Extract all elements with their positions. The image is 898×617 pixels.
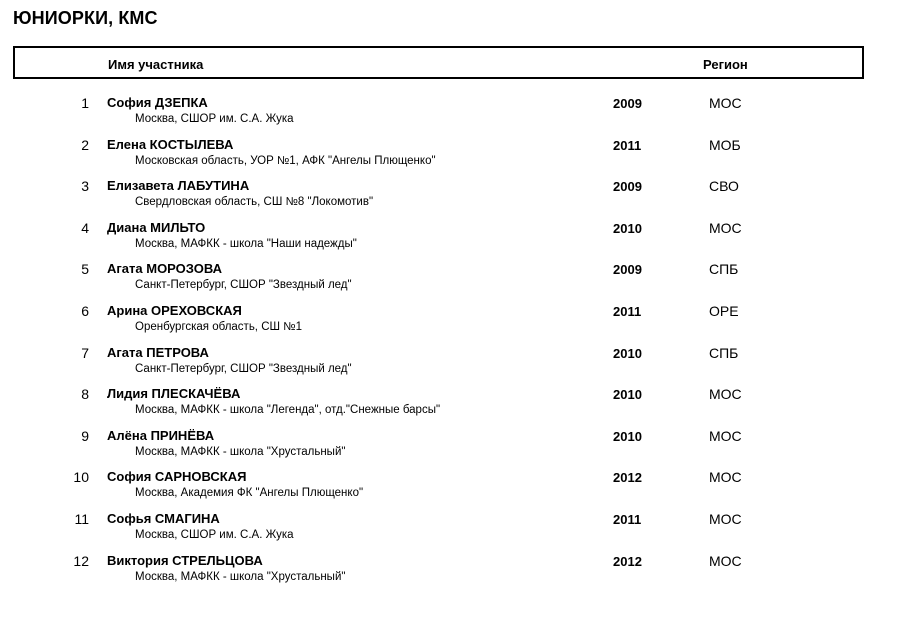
- participant-name: Софья СМАГИНА: [107, 510, 220, 526]
- region-code: СВО: [709, 178, 739, 195]
- rank: 4: [81, 219, 89, 236]
- table-row: [0, 94, 898, 136]
- table-row: [0, 385, 898, 427]
- participant-name: Агата МОРОЗОВА: [107, 261, 223, 277]
- participant-club: Москва, МАФКК - школа "Хрустальный": [135, 445, 346, 458]
- rank: 6: [81, 302, 89, 319]
- participant-club: Москва, СШОР им. С.А. Жука: [135, 113, 294, 125]
- birth-year: 2011: [613, 303, 642, 319]
- birth-year: 2010: [613, 220, 642, 236]
- region-code: МОС: [709, 95, 742, 111]
- header-participant-name: Имя участника: [108, 57, 204, 72]
- region-code: МОС: [709, 510, 742, 527]
- participant-club: Москва, Академия ФК "Ангелы Плющенко": [135, 487, 364, 500]
- birth-year: 2011: [613, 511, 642, 527]
- region-code: МОБ: [709, 136, 741, 153]
- table-row: [0, 302, 898, 344]
- participant-name: София ДЗЕПКА: [107, 95, 208, 110]
- participant-club: Москва, СШОР им. С.А. Жука: [135, 528, 294, 541]
- participant-club: Санкт-Петербург, СШОР "Звездный лед": [135, 362, 352, 375]
- table-row: [0, 177, 898, 219]
- participant-club: Москва, МАФКК - школа "Хрустальный": [135, 570, 346, 583]
- region-code: МОС: [709, 386, 742, 403]
- table-row: [0, 344, 898, 386]
- region-code: МОС: [709, 219, 742, 236]
- region-code: МОС: [709, 552, 742, 569]
- birth-year: 2010: [613, 387, 642, 403]
- birth-year: 2009: [613, 96, 642, 111]
- participant-name: Диана МИЛЬТО: [107, 219, 206, 235]
- table-row: [0, 510, 898, 552]
- header-region: Регион: [703, 57, 748, 72]
- birth-year: 2009: [613, 179, 642, 195]
- birth-year: 2011: [613, 137, 642, 153]
- participant-club: Свердловская область, СШ №8 "Локомотив": [135, 196, 374, 209]
- participant-club: Московская область, УОР №1, АФК "Ангелы Плющенко": [135, 154, 436, 167]
- rank: 10: [73, 469, 89, 486]
- rank: 11: [74, 510, 89, 527]
- rank: 2: [81, 136, 89, 153]
- rank: 3: [81, 178, 89, 195]
- birth-year: 2010: [613, 428, 642, 444]
- region-code: СПБ: [709, 261, 739, 278]
- participant-club: Санкт-Петербург, СШОР "Звездный лед": [135, 279, 352, 292]
- participant-name: Лидия ПЛЕСКАЧЁВА: [107, 386, 241, 402]
- table-row: [0, 219, 898, 261]
- birth-year: 2010: [613, 345, 642, 361]
- participant-club: Москва, МАФКК - школа "Легенда", отд."Снежные барсы": [135, 404, 441, 417]
- table-header: [13, 46, 864, 79]
- region-code: СПБ: [709, 344, 739, 361]
- page-title: ЮНИОРКИ, КМС: [13, 8, 158, 28]
- table-row: [0, 136, 898, 178]
- rank: 1: [81, 95, 89, 111]
- rank: 7: [81, 344, 89, 361]
- participant-name: Арина ОРЕХОВСКАЯ: [107, 302, 242, 318]
- participant-name: Агата ПЕТРОВА: [107, 344, 209, 360]
- table-row: [0, 552, 898, 594]
- participant-name: Елизавета ЛАБУТИНА: [107, 178, 250, 194]
- rank: 8: [81, 386, 89, 403]
- region-code: ОРЕ: [709, 302, 739, 319]
- region-code: МОС: [709, 427, 742, 444]
- rank: 5: [81, 261, 89, 278]
- table-row: [0, 260, 898, 302]
- participant-name: Алёна ПРИНЁВА: [107, 427, 215, 443]
- rank: 9: [81, 427, 89, 444]
- participant-name: София САРНОВСКАЯ: [107, 469, 247, 485]
- table-row: [0, 468, 898, 510]
- participants-list: [0, 94, 898, 593]
- rank: 12: [73, 552, 89, 569]
- participant-club: Москва, МАФКК - школа "Наши надежды": [135, 237, 357, 250]
- birth-year: 2012: [613, 470, 642, 486]
- birth-year: 2009: [613, 262, 642, 278]
- region-code: МОС: [709, 469, 742, 486]
- participant-name: Елена КОСТЫЛЕВА: [107, 136, 234, 152]
- participant-club: Оренбургская область, СШ №1: [135, 320, 302, 333]
- birth-year: 2012: [613, 553, 642, 569]
- table-row: [0, 427, 898, 469]
- participant-name: Виктория СТРЕЛЬЦОВА: [107, 552, 263, 568]
